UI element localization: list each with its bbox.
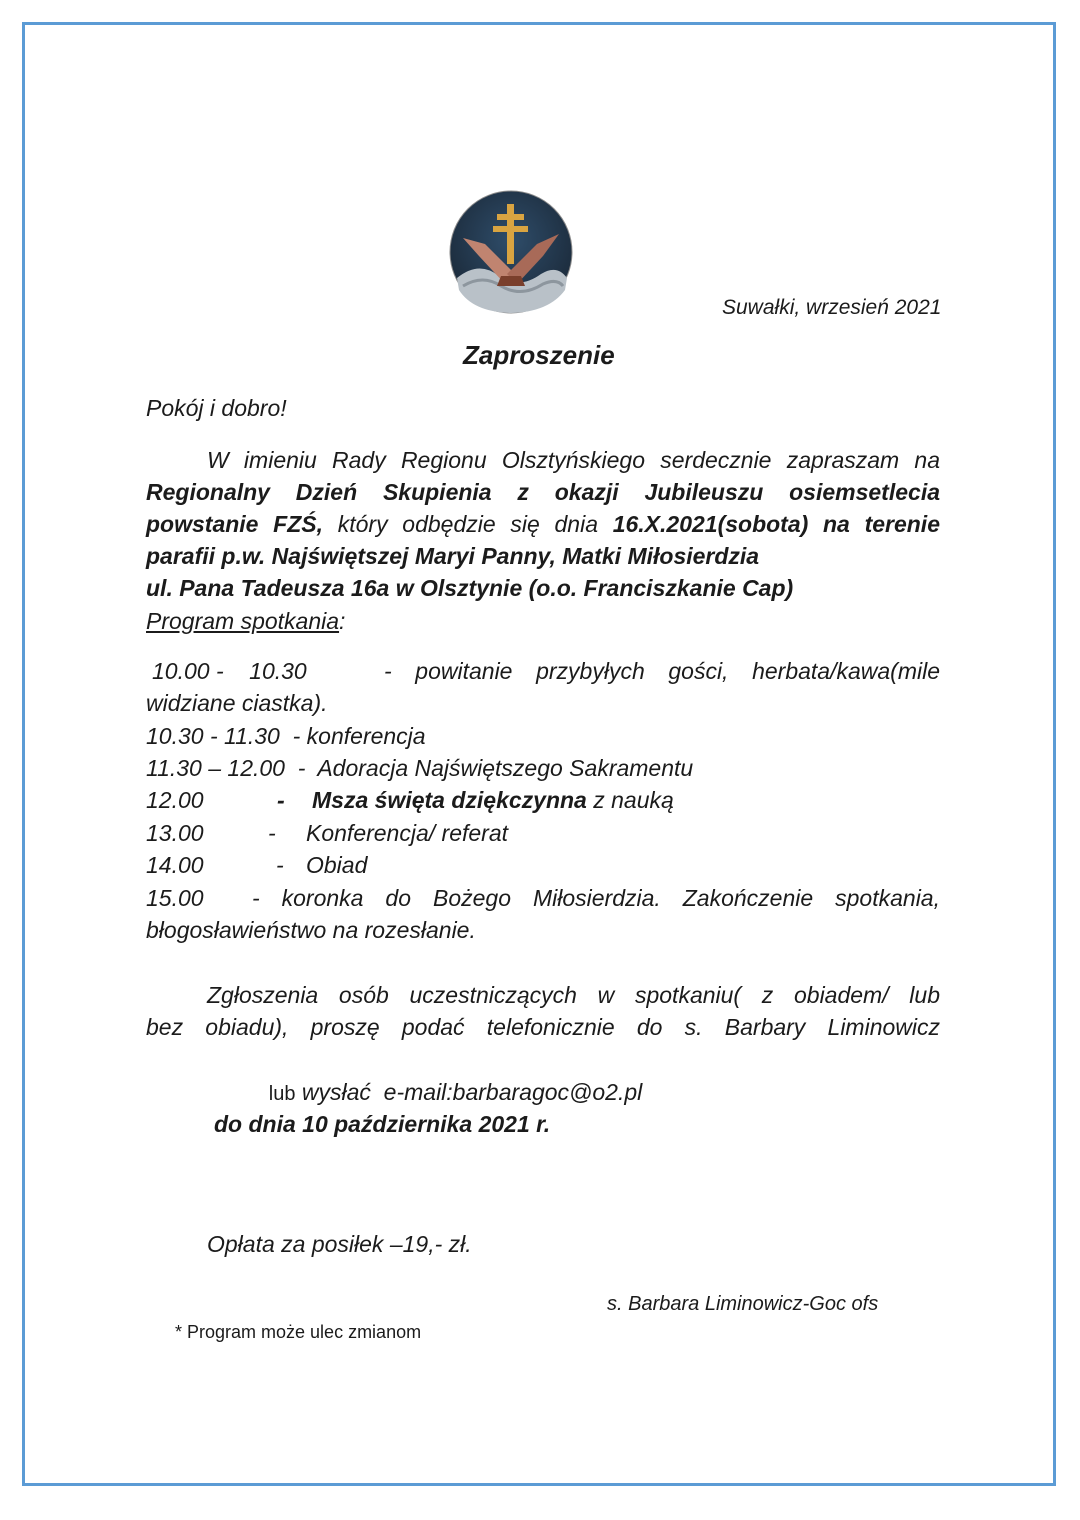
intro-line-5: ul. Pana Tadeusza 16a w Olsztynie (o.o. Franciszkanie Cap) [146,575,794,601]
program-item-4-dash: - [277,787,285,813]
program-item-1-desc: - powitanie przybyłych gości, herbata/kawa(mile [384,658,940,684]
program-item-7-cont: błogosławieństwo na rozesłanie. [146,917,476,943]
program-item-5-time: 13.00 [146,820,204,846]
program-item-4-bold: Msza święta dziękczynna [312,787,587,813]
registration-or: lub [268,1083,296,1105]
program-item-7-time: 15.00 [146,885,204,911]
program-item-4-time: 12.00 [146,787,204,813]
intro-line-4: parafii p.w. Najświętszej Maryi Panny, Matki Miłosierdzia [146,543,760,569]
intro-line-1: W imieniu Rady Regionu Olsztyńskiego serdecznie zapraszam na [207,447,940,473]
program-item-5-dash: - [268,820,276,846]
program-item-6-desc: Obiad [306,852,368,878]
program-item-1-cont: widziane ciastka). [146,690,328,716]
registration-email: wysłać e-mail:barbaragoc@o2.pl [295,1079,643,1105]
program-item-1-time: 10.00 - 10.30 [152,658,307,684]
place-date: Suwałki, wrzesień 2021 [722,296,942,319]
greeting: Pokój i dobro! [146,395,287,421]
program-item-4-rest: z nauką [586,787,674,813]
intro-line-3-date: 16.X.2021(sobota) na terenie [612,511,940,537]
program-heading-colon: : [339,608,346,634]
program-item-2: 10.30 - 11.30 - konferencja [146,723,426,749]
program-change-note: * Program może ulec zmianom [175,1322,422,1342]
meal-fee: Opłata za posiłek –19,- zł. [207,1231,472,1257]
document-title: Zaproszenie [463,340,615,370]
program-heading [146,605,345,637]
registration-line-2: bez obiadu), proszę podać telefonicznie do s. Barbary Liminowicz [146,1014,940,1040]
program-item-6-time: 14.00 [146,852,204,878]
program-item-3: 11.30 – 12.00 - Adoracja Najświętszego Sakramentu [146,755,694,781]
intro-line-3-fzs: powstanie FZŚ, [146,511,324,537]
program-item-7-desc: - koronka do Bożego Miłosierdzia. Zakończenie spotkania, [252,885,940,911]
program-item-6-dash: - [276,852,284,878]
registration-line-3 [256,1044,642,1110]
program-item-4-desc [312,784,674,816]
intro-line-3-middle: który odbędzie się dnia [323,511,613,537]
program-item-5-desc: Konferencja/ referat [306,820,509,846]
registration-line-1: Zgłoszenia osób uczestniczących w spotkaniu( z obiadem/ lub [207,982,940,1008]
deadline: do dnia 10 października 2021 r. [214,1111,551,1137]
signature: s. Barbara Liminowicz-Goc ofs [607,1293,879,1315]
intro-line-3 [146,508,940,540]
franciscan-emblem-icon [449,190,573,314]
intro-line-2: Regionalny Dzień Skupienia z okazji Jubileuszu osiemsetlecia [146,479,940,505]
program-heading-label: Program spotkania [146,608,340,634]
